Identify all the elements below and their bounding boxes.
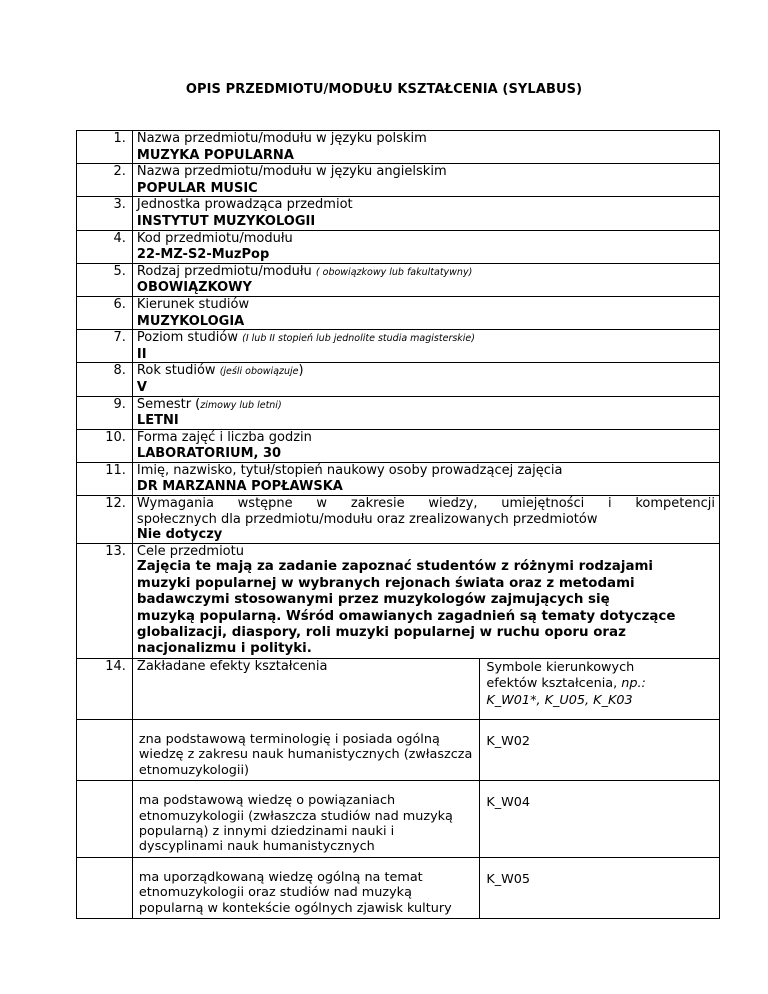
effect-description: zna podstawową terminologię i posiada ogólną wiedzę z zakresu nauk humanistycznych (zwłaszcza etnomuzykologii) xyxy=(132,719,479,780)
row-label: Semestr ( xyxy=(136,396,201,412)
row-value: Nie dotyczy xyxy=(136,527,223,543)
row-label: społecznych dla przedmiotu/modułu oraz zrealizowanych przedmiotów xyxy=(136,511,598,527)
goal-line: Zajęcia te mają za zadanie zapoznać studentów z różnymi rodzajami xyxy=(136,559,654,575)
effect-row xyxy=(77,857,720,918)
table-row xyxy=(77,543,720,658)
row-value: MUZYKOLOGIA xyxy=(136,313,245,329)
table-row xyxy=(77,197,720,230)
row-number xyxy=(77,781,133,858)
row-content xyxy=(132,543,719,658)
row-content xyxy=(132,263,719,296)
row-label: Wymagania wstępne w zakresie wiedzy, umiejętności i kompetencji xyxy=(136,496,715,512)
row-content xyxy=(132,496,719,544)
row-value: INSTYTUT MUZYKOLOGII xyxy=(136,213,316,229)
row-value: POPULAR MUSIC xyxy=(136,180,258,196)
row-label: Rodzaj przedmiotu/modułu xyxy=(136,263,316,279)
effect-description: ma podstawową wiedzę o powiązaniach etnomuzykologii (zwłaszcza studiów nad muzyką popularną) z innymi dziedzinami nauki i dyscyplinami nauk humanistycznych xyxy=(132,781,479,858)
row-number: 11. xyxy=(77,462,133,495)
row-note: (I lub II stopień lub jednolite studia magisterskie) xyxy=(242,333,475,345)
row-content xyxy=(132,330,719,363)
table-row xyxy=(77,496,720,544)
row-value: 22-MZ-S2-MuzPop xyxy=(136,247,270,263)
symbols-header-example: K_W01*, K_U05, K_K03 xyxy=(486,692,633,708)
effect-row xyxy=(77,781,720,858)
row-value: MUZYKA POPULARNA xyxy=(136,147,294,163)
row-content xyxy=(132,296,719,329)
effect-symbol: K_W04 xyxy=(480,781,720,858)
effect-row xyxy=(77,719,720,780)
table-row xyxy=(77,462,720,495)
goal-line: nacjonalizmu i polityki. xyxy=(136,641,312,657)
goal-line: muzyki popularnej w wybranych rejonach świata oraz z metodami xyxy=(136,575,635,591)
row-note: (jeśli obowiązuje xyxy=(219,366,299,378)
row-value: DR MARZANNA POPŁAWSKA xyxy=(136,479,343,495)
row-number: 10. xyxy=(77,429,133,462)
row-number: 6. xyxy=(77,296,133,329)
effect-description: ma uporządkowaną wiedzę ogólną na temat etnomuzykologii oraz studiów nad muzyką popularną w kontekście ogólnych zjawisk kultury xyxy=(132,857,479,918)
row-value: V xyxy=(136,379,147,395)
table-row xyxy=(77,164,720,197)
row-label: Imię, nazwisko, tytuł/stopień naukowy osoby prowadzącej zajęcia xyxy=(136,462,563,478)
goal-line: muzyką popularną. Wśród omawianych zagadnień są tematy dotyczące xyxy=(136,608,676,624)
row-number: 8. xyxy=(77,363,133,396)
row-label: Kod przedmiotu/modułu xyxy=(136,230,293,246)
row-number: 13. xyxy=(77,543,133,658)
row-number xyxy=(77,857,133,918)
table-row xyxy=(77,230,720,263)
symbols-header xyxy=(480,658,720,719)
row-number: 4. xyxy=(77,230,133,263)
row-label: Kierunek studiów xyxy=(136,296,250,312)
row-label: Cele przedmiotu xyxy=(136,543,244,559)
table-row xyxy=(77,263,720,296)
row-value: LABORATORIUM, 30 xyxy=(136,446,282,462)
table-row xyxy=(77,131,720,164)
row-value: II xyxy=(136,346,147,362)
table-row xyxy=(77,429,720,462)
goal-line: globalizacji, diaspory, roli muzyki popularnej w ruchu oporu oraz xyxy=(136,625,626,641)
row-label: Rok studiów xyxy=(136,363,220,379)
row-number xyxy=(77,719,133,780)
row-number: 7. xyxy=(77,330,133,363)
table-row xyxy=(77,396,720,429)
row-note: ( obowiązkowy lub fakultatywny) xyxy=(315,266,473,278)
row-label: Nazwa przedmiotu/modułu w języku polskim xyxy=(136,131,427,146)
row-content xyxy=(132,429,719,462)
row-content xyxy=(132,363,719,396)
row-value: OBOWIĄZKOWY xyxy=(136,280,252,296)
symbols-header-example-label: np.: xyxy=(621,676,646,692)
effect-symbol: K_W05 xyxy=(480,857,720,918)
row-note-suffix: ) xyxy=(298,363,304,379)
row-label: Nazwa przedmiotu/modułu w języku angielskim xyxy=(136,164,447,180)
row-number: 2. xyxy=(77,164,133,197)
row-label: Jednostka prowadząca przedmiot xyxy=(136,197,353,213)
table-row xyxy=(77,330,720,363)
row-content xyxy=(132,396,719,429)
course-goals xyxy=(137,559,715,657)
row-content xyxy=(132,131,719,164)
row-label: Zakładane efekty kształcenia xyxy=(132,658,479,719)
effect-symbol: K_W02 xyxy=(480,719,720,780)
row-value: LETNI xyxy=(136,413,179,429)
row-number: 12. xyxy=(77,496,133,544)
row-label: Poziom studiów xyxy=(136,330,243,346)
row-number: 5. xyxy=(77,263,133,296)
page-title: OPIS PRZEDMIOTU/MODUŁU KSZTAŁCENIA (SYLABUS) xyxy=(185,82,583,97)
row-content xyxy=(132,164,719,197)
table-row xyxy=(77,296,720,329)
goal-line: badawczymi stosowanymi przez muzykologów zajmujących się xyxy=(136,592,610,608)
table-row xyxy=(77,363,720,396)
row-number: 9. xyxy=(77,396,133,429)
syllabus-table xyxy=(76,130,720,919)
row-label: Forma zajęć i liczba godzin xyxy=(136,429,312,445)
symbols-header-line: efektów kształcenia, xyxy=(486,676,622,692)
row-content xyxy=(132,197,719,230)
row-number: 14. xyxy=(77,658,133,719)
row-number: 3. xyxy=(77,197,133,230)
symbols-header-line: Symbole kierunkowych xyxy=(486,659,635,675)
row-content xyxy=(132,462,719,495)
row-number: 1. xyxy=(77,131,133,164)
row-note: zimowy lub letni) xyxy=(200,399,282,411)
table-row xyxy=(77,658,720,719)
row-content xyxy=(132,230,719,263)
